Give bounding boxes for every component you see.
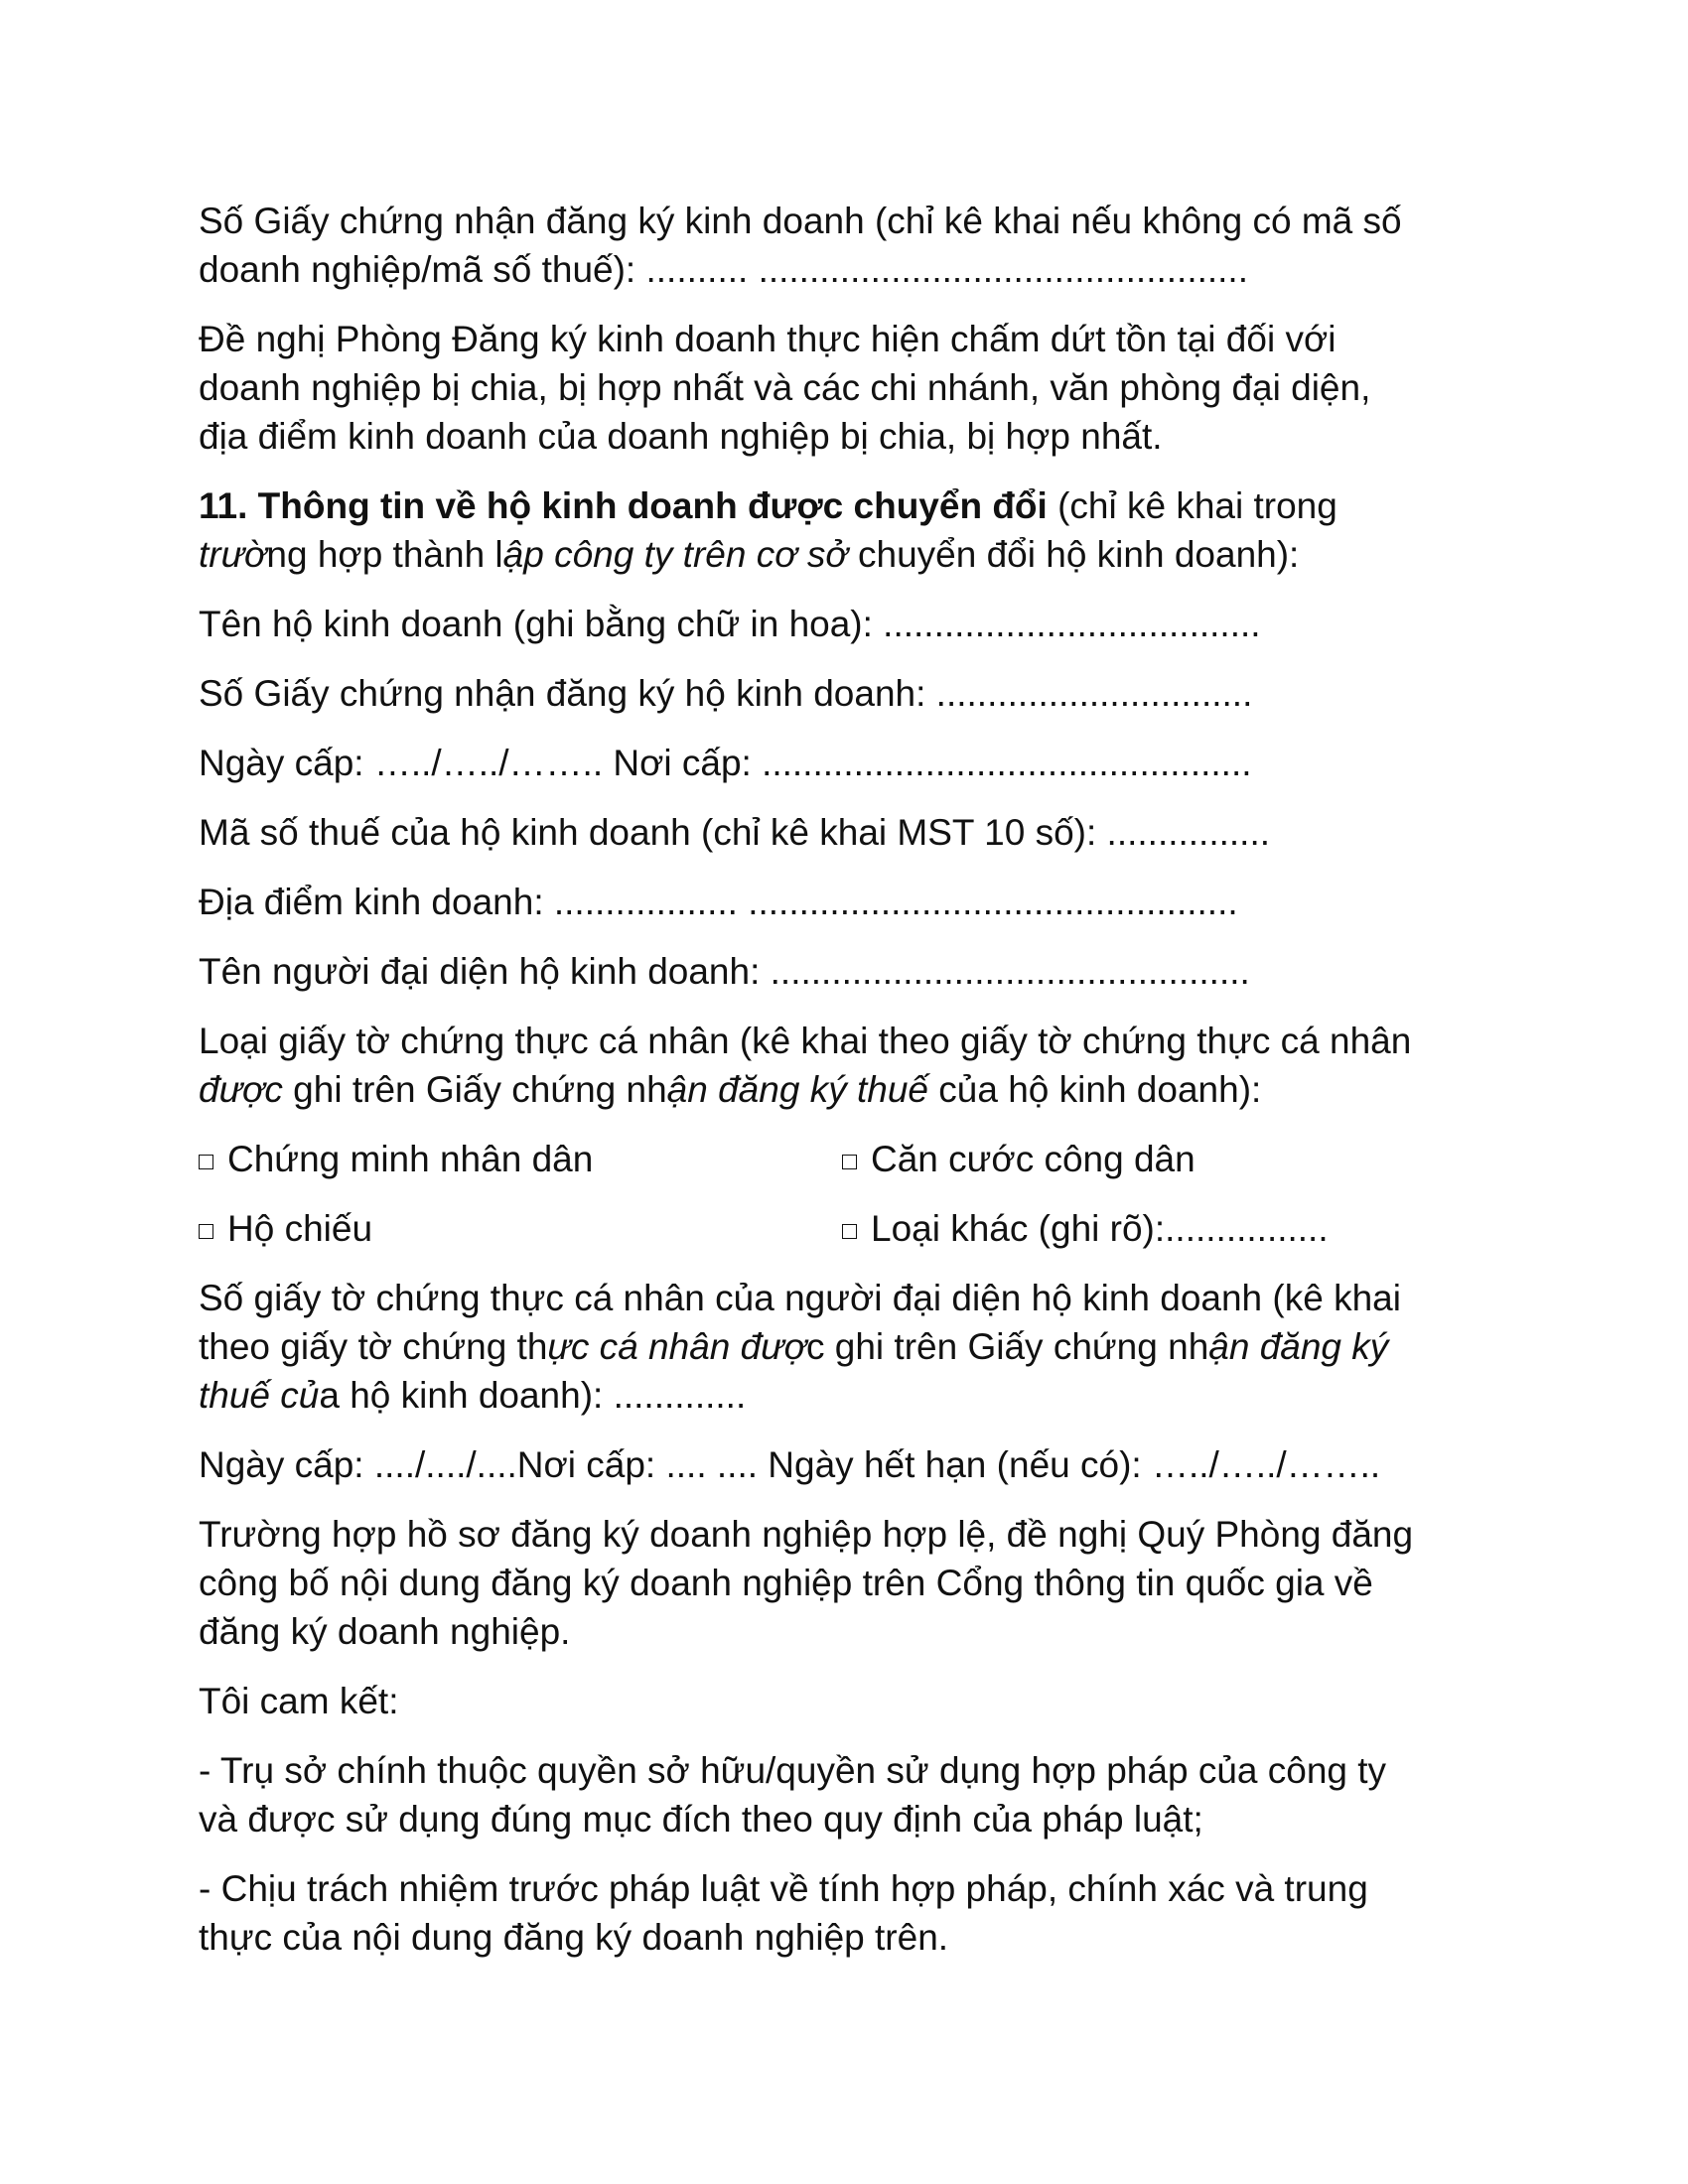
commitment-item-1-line-2: và được sử dụng đúng mục đích theo quy định của pháp luật; — [199, 1799, 1203, 1840]
option-citizen-id[interactable] — [842, 1135, 1196, 1183]
heading-line2-part-e: i hộ kinh doanh): — [1027, 534, 1300, 575]
id-type-paragraph — [199, 1017, 1509, 1114]
id-type-line2-part-b: ghi trên Giấy chứng nh — [282, 1069, 667, 1110]
id-number-line-3 — [199, 1371, 1509, 1420]
representative-name-field: Tên người đại diện hộ kinh doanh: ............................................... — [199, 951, 1250, 992]
cert-number-line-2: doanh nghiệp/mã số thuế): .......... ................................................ — [199, 249, 1248, 290]
option-citizen-id-label: Căn cước công dân — [871, 1139, 1196, 1179]
checkbox-icon[interactable] — [842, 1155, 857, 1169]
id-number-line-2 — [199, 1322, 1509, 1371]
termination-line-3: địa điểm kinh doanh của doanh nghiệp bị chia, bị hợp nhất. — [199, 416, 1163, 457]
option-id-card-label: Chứng minh nhân dân — [227, 1139, 594, 1179]
id-type-options-row-1 — [199, 1135, 1509, 1183]
id-type-options-row-2 — [199, 1204, 1509, 1253]
commitment-item-2 — [199, 1864, 1509, 1962]
cert-number-paragraph — [199, 197, 1509, 294]
section-11-note: (chỉ kê khai trong — [1047, 485, 1337, 526]
tax-code-field: Mã số thuế của hộ kinh doanh (chỉ kê khai MST 10 số): ................ — [199, 812, 1271, 853]
heading-line2-part-d: chuyển đổ — [847, 534, 1028, 575]
option-passport-label: Hộ chiếu — [227, 1208, 373, 1249]
commitment-title: Tôi cam kết: — [199, 1681, 399, 1721]
id-type-line-2 — [199, 1065, 1509, 1114]
id-number-line2-part-a: theo giấy tờ chứng th — [199, 1326, 548, 1367]
publication-line-1: Trường hợp hồ sơ đăng ký doanh nghiệp hợp lệ, đề nghị Quý Phòng đăng — [199, 1514, 1414, 1555]
issue-date-place-field: Ngày cấp: …../…../…….. Nơi cấp: ................................................ — [199, 743, 1252, 783]
publication-line-2: công bố nội dung đăng ký doanh nghiệp trên Cổng thông tin quốc gia về — [199, 1563, 1373, 1603]
checkbox-icon[interactable] — [842, 1224, 857, 1239]
id-type-line2-part-c: ận đăng ký thuế — [666, 1069, 928, 1110]
heading-line2-part-a: trườ — [199, 534, 267, 575]
option-other[interactable] — [842, 1204, 1329, 1253]
id-number-line2-part-b: ực cá nhân đượ — [547, 1326, 806, 1367]
id-dates-field: Ngày cấp: ..../..../....Nơi cấp: .... .... Ngày hết hạn (nếu có): …../…../…….. — [199, 1444, 1381, 1485]
id-number-line2-part-d: ận đăng ký — [1208, 1326, 1389, 1367]
id-type-line-1: Loại giấy tờ chứng thực cá nhân (kê khai theo giấy tờ chứng thực cá nhân — [199, 1021, 1412, 1061]
id-number-paragraph — [199, 1274, 1509, 1420]
business-cert-number-field: Số Giấy chứng nhận đăng ký hộ kinh doanh: ............................... — [199, 673, 1253, 714]
option-other-label: Loại khác (ghi rõ):................ — [871, 1208, 1329, 1249]
id-number-line3-part-b: a hộ kinh doanh): ............. — [319, 1375, 747, 1416]
id-number-line3-part-a: thuế củ — [199, 1375, 320, 1416]
publication-paragraph — [199, 1510, 1509, 1656]
section-11-heading-line-1 — [199, 481, 1509, 530]
id-number-line-1: Số giấy tờ chứng thực cá nhân của người đại diện hộ kinh doanh (kê khai — [199, 1278, 1401, 1318]
document-body — [199, 197, 1509, 1982]
cert-number-line-1: Số Giấy chứng nhận đăng ký kinh doanh (chỉ kê khai nếu không có mã số — [199, 201, 1402, 241]
id-number-line2-part-c: c ghi trên Giấy chứng nh — [806, 1326, 1209, 1367]
id-type-line2-part-a: được — [199, 1069, 283, 1110]
id-type-line2-part-d: của hộ kinh doanh): — [928, 1069, 1262, 1110]
option-id-card[interactable] — [199, 1135, 593, 1183]
business-name-field: Tên hộ kinh doanh (ghi bằng chữ in hoa): ..................................... — [199, 604, 1261, 644]
termination-request-paragraph — [199, 315, 1509, 461]
heading-line2-part-b: ng hợp thành l — [266, 534, 503, 575]
termination-line-2: doanh nghiệp bị chia, bị hợp nhất và các chi nhánh, văn phòng đại diện, — [199, 367, 1371, 408]
section-11-title: 11. Thông tin về hộ kinh doanh được chuyển đổi — [199, 485, 1048, 526]
commitment-item-2-line-2: thực của nội dung đăng ký doanh nghiệp trên. — [199, 1917, 949, 1958]
checkbox-icon[interactable] — [199, 1224, 213, 1239]
option-passport[interactable] — [199, 1204, 372, 1253]
commitment-item-1 — [199, 1746, 1509, 1843]
commitment-item-1-line-1: - Trụ sở chính thuộc quyền sở hữu/quyền sử dụng hợp pháp của công ty — [199, 1750, 1387, 1791]
publication-line-3: đăng ký doanh nghiệp. — [199, 1611, 571, 1652]
section-11-heading — [199, 481, 1509, 579]
heading-line2-part-c: ập công ty trên cơ sở — [502, 534, 848, 575]
commitment-item-2-line-1: - Chịu trách nhiệm trước pháp luật về tính hợp pháp, chính xác và trung — [199, 1868, 1368, 1909]
business-location-field: Địa điểm kinh doanh: .................. ................................................ — [199, 882, 1238, 922]
termination-line-1: Đề nghị Phòng Đăng ký kinh doanh thực hiện chấm dứt tồn tại đối với — [199, 319, 1336, 359]
checkbox-icon[interactable] — [199, 1155, 213, 1169]
section-11-heading-line-2 — [199, 530, 1509, 579]
